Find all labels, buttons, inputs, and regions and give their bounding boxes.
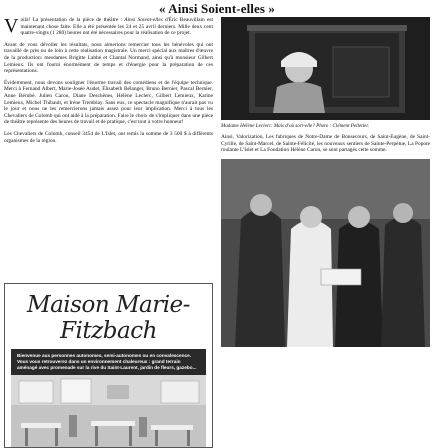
ad-banner: Bienvenue aux personnes autonomes, semi-autonomes ou en convalescence. Vous vous retrouverez dans un environnement chaleureux : grand terrain aménagé avec promenade sur la rive du Saint-Laurent, jardin de fleurs, gazebo... bbox=[11, 349, 206, 375]
left-column bbox=[4, 17, 213, 149]
paragraph-intro bbox=[4, 17, 213, 37]
advertisement bbox=[4, 283, 213, 448]
donation-photo bbox=[221, 159, 430, 347]
photo-donation bbox=[221, 159, 430, 347]
play-title: Ainsi Soient-elles bbox=[124, 17, 163, 23]
intro-lead: oilà! La présentation de la pièce de théâtre : bbox=[20, 17, 125, 23]
paragraph-cast: Évidemment, nous devons souligner l'énorme travail des comédiens et de l'équipe technique. Merci à Fernand Albert, Marie-Josée Audet, Élisabeth Bélanger, Bruno Bernier, Pascal Bernier, Anne Bérubé, Julien Caron, Diane Deschênes, Hélène Leclerc, Gilbert Lemieux, Karine Lemieux, Michel Thibault, et Irène Tremblay. Sans eux, ce spectacle magnifique n'aurait pas vu le jour et nous ne les remercierons jamais assez pour leur implication. Merci à tous les Chevaliers de Colomb qui ont aidé à la préparation. Faire le choix de s'impliquer dans une pièce de théâtre représente des heures de travail et de pratique, c'est tout à votre honneur! bbox=[4, 79, 213, 126]
right-column bbox=[221, 17, 430, 347]
ad-photo bbox=[11, 375, 206, 448]
article-title: « Ainsi Soient-elles » bbox=[159, 1, 275, 16]
photo-caption: Madame Hélène Leclerc: Mais d'où sort-elle? Photo : Clément Pelletier. bbox=[221, 123, 370, 129]
intro-rest: d'Éric Beauvillain est maintenant chose faite. Elle a été présentée les 24 et 25 avril derniers. Mille deux cent quatre-vingts (1 280) heures ont été nécessaires pour la réalisation de ce projet. bbox=[20, 17, 213, 37]
photo-actress bbox=[221, 17, 430, 120]
paragraph-donation: Les Chevaliers de Colomb, conseil 3454 de L'Islet, ont remis la somme de 3 500 $ à différents organismes de la région. bbox=[4, 130, 213, 144]
paragraph-organizations: Ainsi, Valorization, Les fabriques de Notre-Dame de Bonsecours, de Saint-Eugène, de Saint-Cyrille, de Saint-Marcel, de Sainte-Félicité, les nouveaux sentiers de Sainte-Perpétue, La Popote roulante L'Islet et La Fondation Hélène Caron, se sont partagés cette somme. bbox=[221, 134, 430, 154]
dining-room-image bbox=[11, 375, 206, 448]
actress-photo bbox=[221, 17, 430, 120]
ad-title: Maison Marie-Fitzbach bbox=[27, 292, 190, 344]
drop-cap: V bbox=[4, 15, 19, 37]
paragraph-thanks: Avant de vous dévoiler les résultats, nous aimerions remercier tous les bénévoles qui ont travaillé de près ou de loin à cette réalisation magistrale. Un merci spécial aux maîtres d'œuvre de la production: mesdames Brigitte Labbé et Chantal Normand, ainsi qu'à monsieur Gilbert Lemieux. Ils ont fourni énormément de temps et d'énergie pour la préparation de ces représentations. bbox=[4, 41, 213, 75]
